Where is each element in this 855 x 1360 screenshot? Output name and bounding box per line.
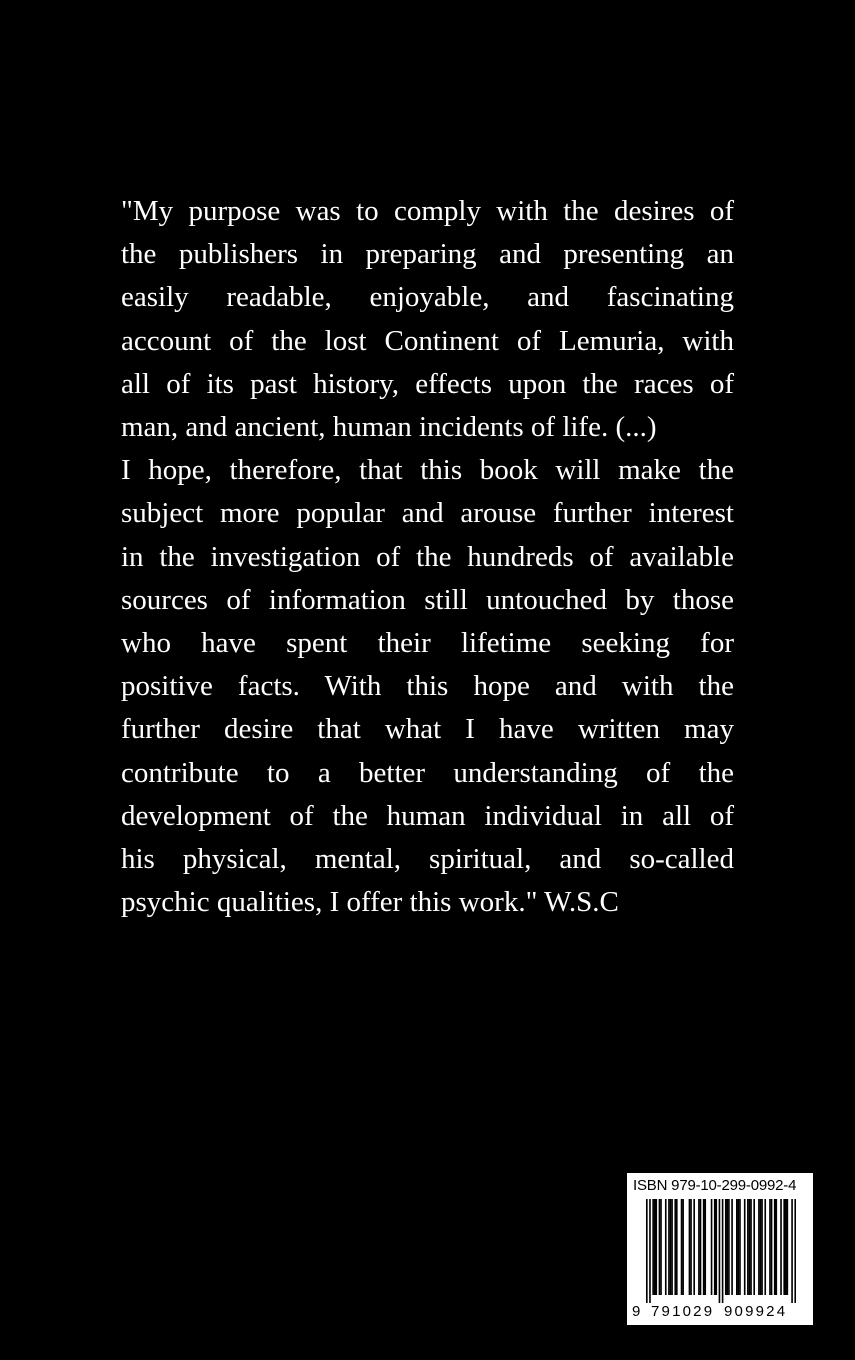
barcode-bar [655,1199,657,1295]
barcode-bar [739,1199,741,1295]
barcode-bar [794,1199,796,1303]
blurb-line: sources of information still untouched by those [121,583,734,616]
barcode-bar [659,1199,661,1295]
blurb-line: all of its past history, effects upon the races of [121,367,734,400]
barcode-bar [711,1199,713,1295]
barcode-bar [780,1199,782,1295]
barcode-bar [689,1199,691,1295]
barcode-bar [698,1199,700,1295]
barcode-bar [670,1199,672,1295]
blurb-line: his physical, mental, spiritual, and so-called [121,843,734,876]
barcode-bar [750,1199,752,1295]
isbn-left-group: 791029 [651,1303,715,1320]
barcode-bar [771,1199,773,1295]
isbn-right-group: 909924 [724,1303,788,1320]
barcode-bar [753,1199,755,1295]
barcode-bar [736,1199,738,1295]
barcode-bar [714,1199,716,1295]
barcode-bar [704,1199,706,1295]
blurb-line: who have spent their lifetime seeking for [121,627,734,660]
barcode-bar [682,1199,684,1295]
barcode-bar [652,1199,654,1295]
blurb-line: man, and ancient, human incidents of life. (...) [121,411,657,444]
blurb-line: development of the human individual in all of [121,799,734,832]
blurb-line: "My purpose was to comply with the desires of [121,195,734,227]
barcode-bar [774,1199,776,1295]
barcode-bar [725,1199,727,1295]
barcode-bar [785,1199,787,1295]
barcode-bar [791,1199,793,1303]
barcode-bar [761,1199,763,1295]
barcode-bar [715,1199,717,1295]
barcode-bar [775,1199,777,1295]
barcode-bar [760,1199,762,1295]
blurb-line: psychic qualities, I offer this work." W.S.C [121,886,619,919]
barcode-bar [674,1199,676,1295]
barcode-bar [728,1199,730,1295]
barcode-bar [665,1199,667,1295]
barcode-bar [744,1199,746,1295]
barcode-bar [719,1199,721,1303]
barcode-bar [660,1199,662,1295]
barcode-bar [722,1199,724,1303]
barcode-bar [738,1199,740,1295]
barcode-bar [700,1199,702,1295]
barcode-bar [703,1199,705,1295]
blurb-line: I hope, therefore, that this book will make the [121,454,734,487]
isbn-digits [627,1303,813,1323]
blurb-line: in the investigation of the hundreds of available [121,540,734,573]
blurb-line: positive facts. With this hope and with the [121,670,734,703]
blurb-line: the publishers in preparing and presenting an [121,238,734,271]
barcode-bar [731,1199,733,1295]
barcode-bar [676,1199,678,1295]
blurb-line: subject more popular and arouse further interest [121,497,734,530]
barcode-bar [681,1199,683,1295]
isbn-first-digit: 9 [632,1303,641,1320]
barcode-bar [646,1199,648,1303]
barcode-bars [646,1199,796,1303]
barcode-bar [764,1199,766,1295]
blurb-quote [121,190,734,924]
barcode-bar [671,1199,673,1295]
blurb-line: further desire that what I have written may [121,713,734,746]
barcode-bar [690,1199,692,1295]
barcode-bar [749,1199,751,1295]
barcode-bar [783,1199,785,1295]
barcode-bar [693,1199,695,1295]
blurb-line: account of the lost Continent of Lemuria, with [121,324,734,357]
blurb-line: easily readable, enjoyable, and fascinating [121,281,734,314]
barcode-bar [649,1199,651,1303]
blurb-line: contribute to a better understanding of the [121,756,734,789]
isbn-barcode-box [627,1173,813,1325]
barcode-bar [654,1199,656,1295]
barcode-bar [758,1199,760,1295]
barcode-bar [787,1199,789,1295]
barcode-bar [747,1199,749,1295]
barcode-bar [727,1199,729,1295]
isbn-label: ISBN 979-10-299-0992-4 [633,1177,797,1194]
barcode-bar [668,1199,670,1295]
barcode-bar [769,1199,771,1295]
